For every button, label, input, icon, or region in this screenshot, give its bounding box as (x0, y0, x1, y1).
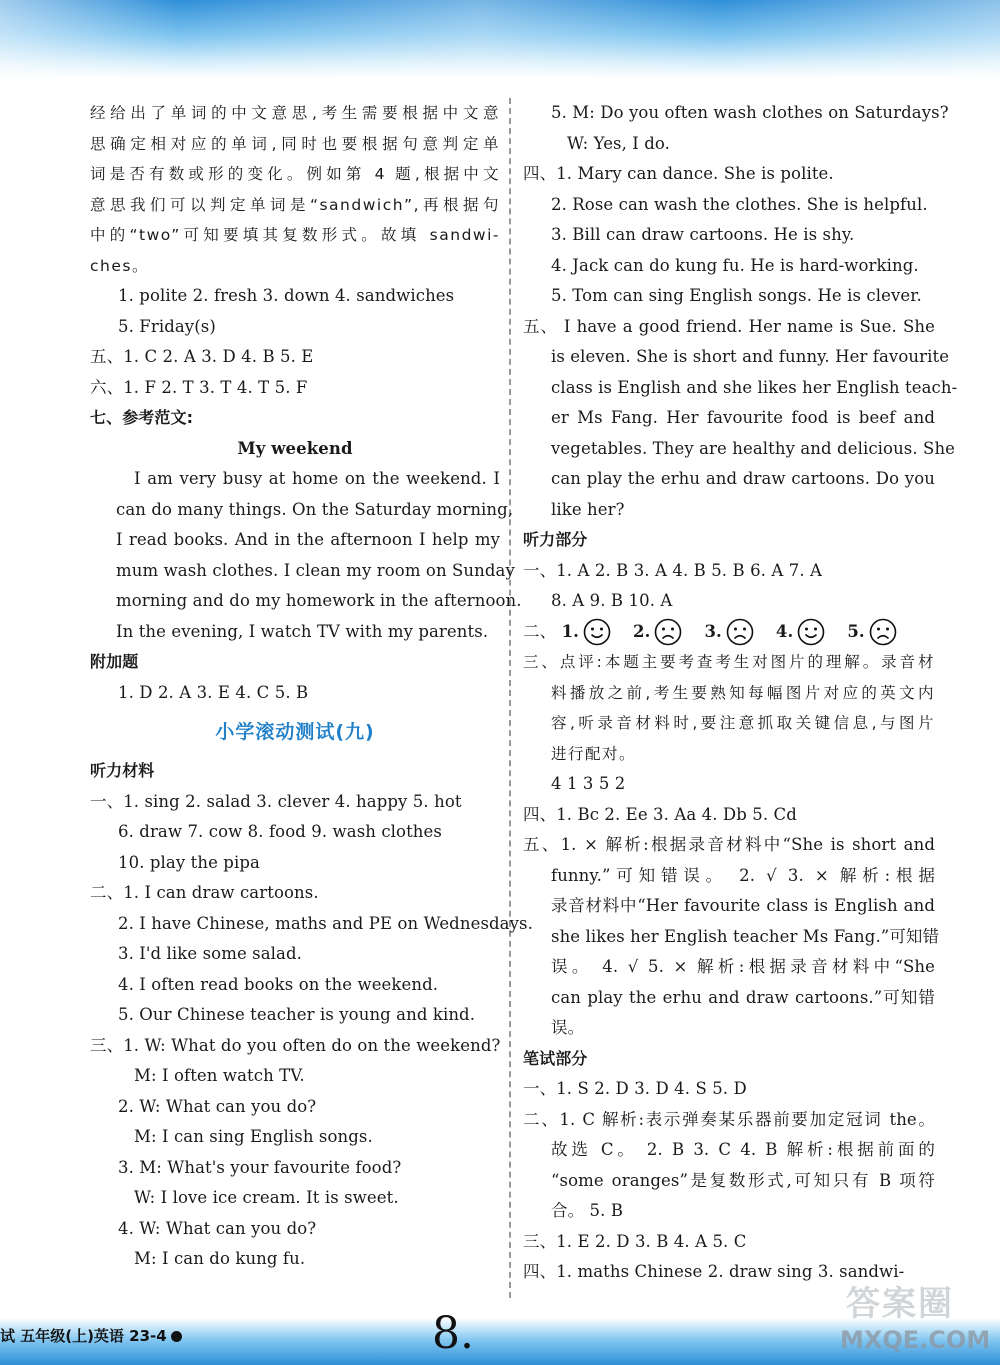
text-line: can do many things. On the Saturday morning, (116, 499, 514, 519)
text-line: 五、1. C 2. A 3. D 4. B 5. E (90, 347, 314, 366)
text-line: M: I often watch TV. (134, 1066, 305, 1085)
text-line: 4. Jack can do kung fu. He is hard-working. (551, 255, 919, 275)
text-line: 1. D 2. A 3. E 4. C 5. B (118, 682, 309, 702)
text-line: 4 1 3 5 2 (551, 774, 626, 793)
text-line: 五、1. × 解析:根据录音材料中“She is short and (523, 835, 935, 854)
text-line: morning and do my homework in the afternoon. (116, 591, 522, 610)
text-line: 笔试部分 (523, 1048, 588, 1068)
text-line: 误。 4. √ 5. × 解析:根据录音材料中“She (551, 957, 935, 976)
footer-dot-icon (171, 1331, 182, 1342)
text-line: 8. A 9. B 10. A (551, 591, 673, 610)
right-column (523, 98, 958, 1288)
text-line: 6. draw 7. cow 8. food 9. wash clothes (118, 822, 442, 841)
text-line: 合。 5. B (551, 1201, 624, 1220)
happy-face-icon (583, 618, 611, 646)
column-divider (509, 98, 511, 1298)
text-line: ches。 (90, 256, 149, 275)
footer-label (0, 1325, 182, 1346)
text-line: can play the erhu and draw cartoons. Do you (551, 469, 935, 488)
text-line: 附加题 (90, 652, 139, 671)
text-line: 3. Bill can draw cartoons. He is shy. (551, 225, 855, 244)
section-title: 小学滚动测试(九) (215, 721, 375, 743)
text-line: 三、1. E 2. D 3. B 4. A 5. C (523, 1231, 747, 1251)
text-line: 误。 (551, 1018, 585, 1037)
text-line: 四、1. maths Chinese 2. draw sing 3. sandwi- (523, 1262, 905, 1281)
face-number: 1. (561, 621, 579, 641)
text-line: W: I love ice cream. It is sweet. (134, 1188, 399, 1207)
text-line: W: Yes, I do. (567, 133, 671, 153)
text-line: she likes her English teacher Ms Fang.”可知错 (551, 926, 940, 946)
footer-text: 试 五年级(上)英语 23-4 (0, 1327, 167, 1345)
text-line: 料播放之前,考生要熟知每幅图片对应的英文内 (551, 683, 935, 702)
watermark-site: MXQE.COM (840, 1326, 991, 1354)
text-line: 录音材料中“Her favourite class is English and (551, 896, 935, 915)
text-line: like her? (551, 499, 625, 519)
faces-answer-row (523, 617, 935, 648)
text-line: 1. polite 2. fresh 3. down 4. sandwiches (118, 286, 455, 305)
left-listening-material (90, 756, 533, 1275)
text-line: 三、点评:本题主要考查考生对图片的理解。录音材 (523, 653, 935, 671)
text-line: In the evening, I watch TV with my parents. (116, 621, 489, 641)
text-line: 4. I often read books on the weekend. (118, 974, 439, 994)
text-line: 故选 C。 2. B 3. C 4. B 解析:根据前面的 (551, 1140, 935, 1159)
text-line: 一、1. S 2. D 3. D 4. S 5. D (523, 1079, 747, 1098)
text-line: 3. M: What's your favourite food? (118, 1157, 402, 1177)
text-line: 词是否有数或形的变化。例如第 4 题,根据中文 (90, 165, 500, 183)
top-decorative-band (0, 0, 1000, 78)
face-number: 5. (847, 621, 865, 641)
text-line: class is English and she likes her English teach- (551, 377, 958, 397)
handwritten-page-number: 8. (432, 1308, 474, 1359)
text-line: 五、 I have a good friend. Her name is Sue. She (523, 316, 935, 336)
text-line: 进行配对。 (551, 744, 637, 763)
sad-face-icon (654, 618, 682, 646)
text-line: 思确定相对应的单词,同时也要根据句意判定单 (90, 134, 500, 153)
text-line: 七、参考范文: (90, 408, 194, 427)
text-line: can play the erhu and draw cartoons.”可知错 (551, 987, 935, 1007)
face-number: 4. (775, 621, 794, 641)
text-line: 5. Our Chinese teacher is young and kind. (118, 1005, 476, 1024)
text-line: 四、1. Bc 2. Ee 3. Aa 4. Db 5. Cd (523, 804, 797, 824)
sad-face-icon (869, 618, 897, 646)
text-line: 3. I'd like some salad. (118, 944, 302, 963)
text-line: 四、1. Mary can dance. She is polite. (523, 164, 834, 183)
text-line: 一、1. A 2. B 3. A 4. B 5. B 6. A 7. A (523, 560, 823, 580)
text-line: 中的“two”可知要填其复数形式。故填 sandwi- (90, 226, 500, 244)
text-line: 2. W: What can you do? (118, 1096, 317, 1116)
text-line: mum wash clothes. I clean my room on Sunday (116, 560, 515, 580)
text-line: “some oranges”是复数形式,可知只有 B 项符 (551, 1170, 935, 1190)
text-line: 2. Rose can wash the clothes. She is helpful. (551, 194, 928, 214)
left-column (90, 98, 533, 1275)
text-line: My weekend (237, 438, 353, 458)
text-line: 经给出了单词的中文意思,考生需要根据中文意 (90, 104, 500, 122)
text-line: I am very busy at home on the weekend. I (134, 469, 500, 488)
watermark (826, 1270, 996, 1360)
text-line: 4. W: What can you do? (118, 1218, 317, 1238)
text-line: 5. Tom can sing English songs. He is clever. (551, 286, 922, 305)
face-number: 2. (633, 621, 651, 641)
text-line: 听力材料 (90, 761, 155, 780)
text-line: 三、1. W: What do you often do on the weekend? (90, 1035, 501, 1055)
left-answer-lines (90, 98, 522, 708)
sad-face-icon (726, 618, 754, 646)
faces-prefix: 二、 (523, 621, 557, 641)
text-line: 容,听录音材料时,要注意抓取关键信息,与图片 (551, 714, 935, 732)
text-line: 5. Friday(s) (118, 316, 216, 336)
text-line: I read books. And in the afternoon I help my (116, 530, 500, 549)
text-line: 六、1. F 2. T 3. T 4. T 5. F (90, 377, 308, 397)
text-line: er Ms Fang. Her favourite food is beef and (551, 408, 935, 427)
text-line: 意思我们可以判定单词是“sandwich”,再根据句 (90, 195, 500, 214)
text-line: 二、1. C 解析:表示弹奏某乐器前要加定冠词 the。 (523, 1109, 935, 1129)
text-line: M: I can do kung fu. (134, 1249, 306, 1268)
text-line: M: I can sing English songs. (134, 1127, 373, 1146)
text-line: 一、1. sing 2. salad 3. clever 4. happy 5. hot (90, 791, 462, 811)
text-line: is eleven. She is short and funny. Her favourite (551, 347, 950, 366)
text-line: 10. play the pipa (118, 852, 260, 872)
right-answer-lines (523, 98, 958, 617)
text-line: 5. M: Do you often wash clothes on Saturdays? (551, 103, 949, 122)
text-line: vegetables. They are healthy and delicious. She (551, 438, 956, 458)
face-number: 3. (704, 621, 722, 641)
right-answer-lines-2 (523, 647, 940, 1288)
text-line: funny.”可知错误。 2. √ 3. × 解析:根据 (551, 865, 935, 885)
text-line: 2. I have Chinese, maths and PE on Wednesdays. (118, 913, 533, 933)
text-line: 听力部分 (523, 530, 588, 549)
watermark-logo: 答案圈 (846, 1284, 954, 1324)
happy-face-icon (797, 618, 825, 646)
text-line: 二、1. I can draw cartoons. (90, 883, 319, 902)
